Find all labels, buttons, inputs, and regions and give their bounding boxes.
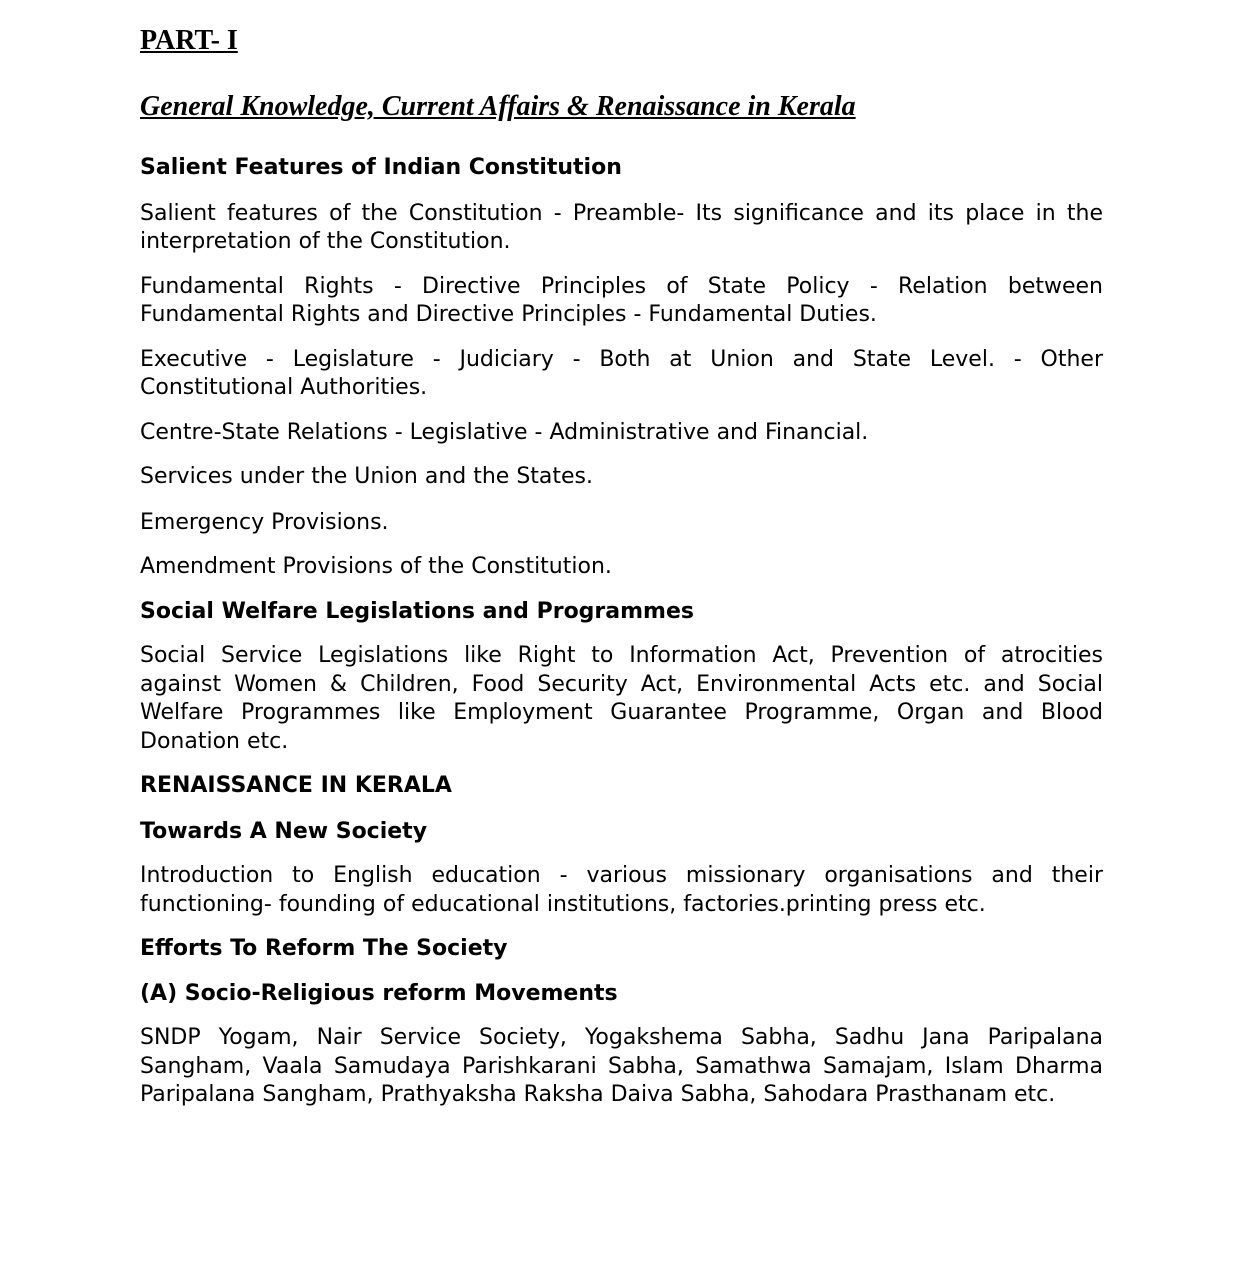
heading-new-society: Towards A New Society	[140, 818, 428, 844]
para-organisations: SNDP Yogam, Nair Service Society, Yogakshema Sabha, Sadhu Jana Paripalana Sangham, Vaala Samudaya Parishkarani Sabha, Samathwa Samajam, Islam Dharma Paripalana Sangham, Prathyaksha Raksha Daiva Sabha, Sahodara Prasthanam etc.	[140, 1025, 1103, 1107]
part-heading: PART- I	[140, 25, 238, 56]
para-centre-state: Centre-State Relations - Legislative - Administrative and Financial.	[140, 419, 869, 445]
para-fundamental-rights: Fundamental Rights - Directive Principles of State Policy - Relation between Fundamental Rights and Directive Principles - Fundamental Duties.	[140, 273, 1103, 327]
heading-social-welfare: Social Welfare Legislations and Programmes	[140, 598, 694, 624]
para-amendment: Amendment Provisions of the Constitution.	[140, 554, 612, 579]
para-english-education: Introduction to English education - various missionary organisations and their functioning- founding of educational institutions, factories.printing press etc.	[140, 863, 1103, 917]
para-executive: Executive - Legislature - Judiciary - Both at Union and State Level. - Other Constitutional Authorities.	[140, 346, 1103, 400]
para-salient-features: Salient features of the Constitution - Preamble- Its significance and its place in the interpretation of the Constitution.	[140, 200, 1103, 254]
section-subtitle: General Knowledge, Current Affairs & Renaissance in Kerala	[140, 91, 856, 122]
heading-indian-constitution: Salient Features of Indian Constitution	[140, 155, 622, 180]
syllabus-body	[140, 154, 1103, 1110]
heading-reform-efforts: Efforts To Reform The Society	[140, 936, 508, 961]
heading-socio-religious: (A) Socio-Religious reform Movements	[140, 980, 618, 1006]
para-services: Services under the Union and the States.	[140, 464, 594, 489]
para-social-legislations: Social Service Legislations like Right to Information Act, Prevention of atrocities against Women & Children, Food Security Act, Environmental Acts etc. and Social Welfare Programmes like Employment Guarantee Programme, Organ and Blood Donation etc.	[140, 643, 1103, 754]
para-emergency: Emergency Provisions.	[140, 509, 389, 535]
heading-renaissance: RENAISSANCE IN KERALA	[140, 773, 452, 798]
document-page	[140, 22, 1103, 1110]
